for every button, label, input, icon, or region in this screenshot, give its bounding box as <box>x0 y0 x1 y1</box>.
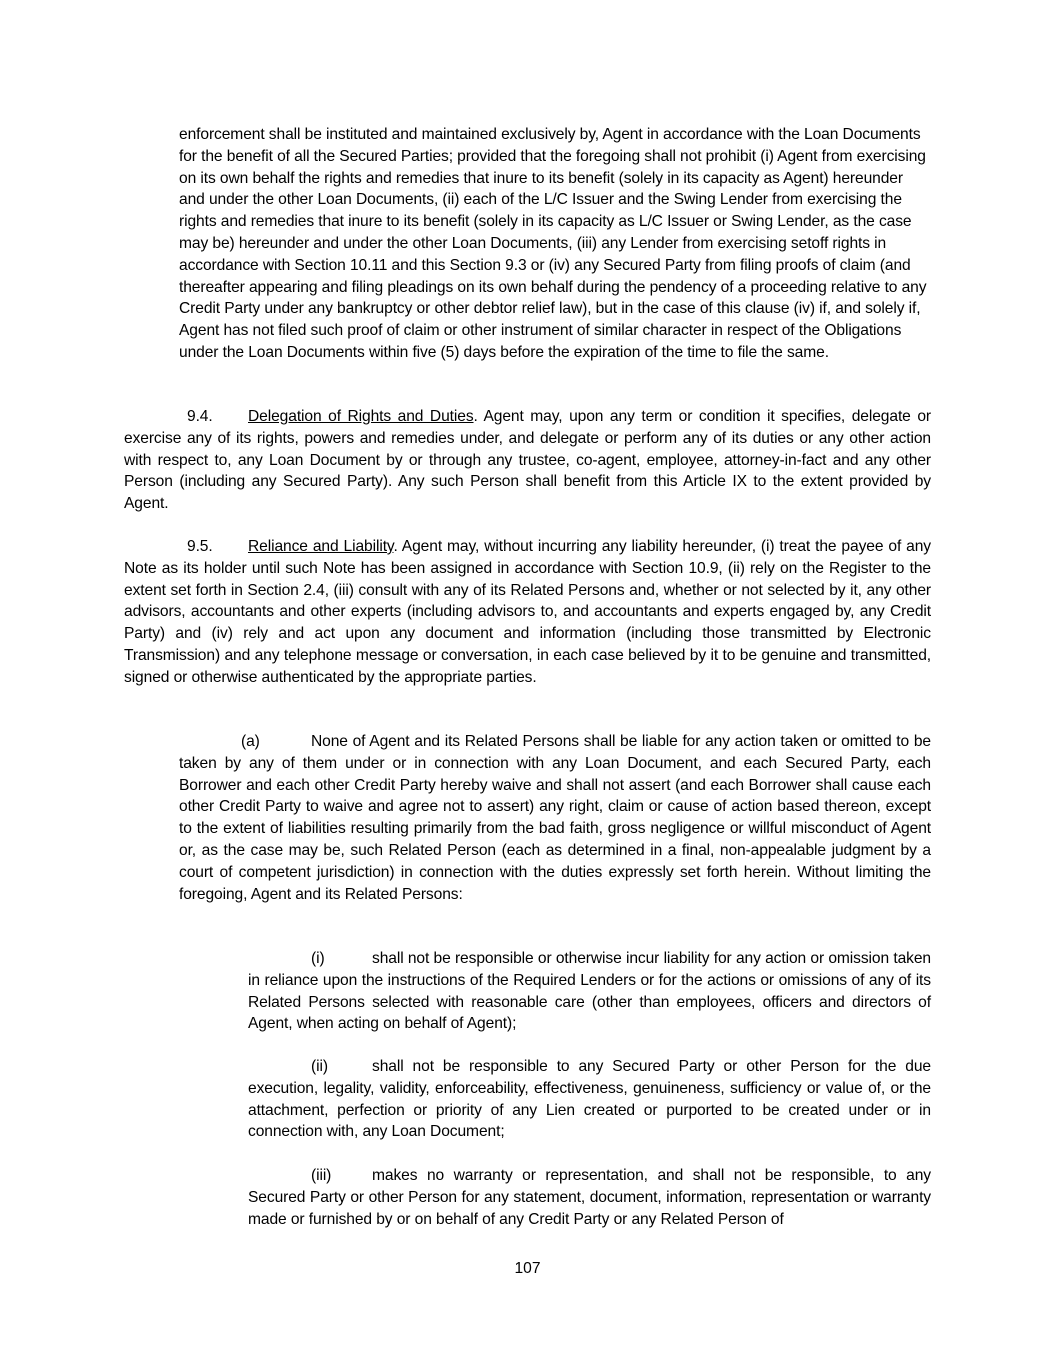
clause-ii-paragraph <box>248 1056 931 1143</box>
clause-i-paragraph <box>248 948 931 1035</box>
clause-number: (ii) <box>311 1058 328 1075</box>
clause-text: shall not be responsible to any Secured Party or other Person for the due execution, legality, validity, enforceability, effectiveness, genuineness, sufficiency or value of, or the attachment, perfection or priority of any Lien created or purported to be created under or in connection with, any Loan Document; <box>248 1058 931 1141</box>
section-text: Agent may, upon any term or condition it specifies, delegate or exercise any of its rights, powers and remedies under, and delegate or perform any of its duties or any other action with respect to, any Loan Document by or through any trustee, co-agent, employee, attorney-in-fact and any other Person (including any Secured Party). Any such Person shall benefit from this Article IX to the extent provided by Agent. <box>124 408 931 513</box>
section-heading: Reliance and Liability <box>248 538 394 555</box>
clause-text: shall not be responsible or otherwise incur liability for any action or omission taken in reliance upon the instructions of the Required Lenders or for the actions or omissions of any of its Related Persons selected with reasonable care (other than employees, officers and directors of Agent, when acting on behalf of Agent); <box>248 950 931 1033</box>
clause-number: (iii) <box>311 1167 332 1184</box>
clause-text: None of Agent and its Related Persons shall be liable for any action taken or omitted to be taken by any of them under or in connection with any Loan Document, and each Secured Party, each Borrower and each other Credit Party hereby waive and shall not assert (and each Borrower shall cause each other Credit Party to waive and agree not to assert) any right, claim or cause of action based thereon, except to the extent of liabilities resulting primarily from the bad faith, gross negligence or willful misconduct of Agent or, as the case may be, such Related Person (each as determined in a final, non-appealable judgment by a court of competent jurisdiction) in connection with the duties expressly set forth herein. Without limiting the foregoing, Agent and its Related Persons: <box>179 733 931 903</box>
section-number: 9.4. <box>187 408 213 425</box>
paragraph-continued <box>179 124 931 364</box>
section-9-5-paragraph <box>124 536 931 689</box>
section-heading-suffix: . <box>473 408 478 425</box>
clause-text: makes no warranty or representation, and shall not be responsible, to any Secured Party or other Person for any statement, document, information, representation or warranty made or furnished by or on behalf of any Credit Party or any Related Person of <box>248 1167 931 1228</box>
section-text: Agent may, without incurring any liability hereunder, (i) treat the payee of any Note as its holder until such Note has been assigned in accordance with Section 10.9, (ii) rely on the Register to the extent set forth in Section 2.4, (iii) consult with any of its Related Persons and, whether or not selected by it, any other advisors, accountants and other experts (including advisors to, and accountants and experts engaged by, any Credit Party) and (iv) rely and act upon any document and information (including those transmitted by Electronic Transmission) and any telephone message or conversation, in each case believed by it to be genuine and transmitted, signed or otherwise authenticated by the appropriate parties. <box>124 538 931 686</box>
paragraph-text: enforcement shall be instituted and maintained exclusively by, Agent in accordance with the Loan Documents for the benefit of all the Secured Parties; provided that the foregoing shall not prohibit (i) Agent from exercising on its own behalf the rights and remedies that inure to its benefit (solely in its capacity as Agent) hereunder and under the other Loan Documents, (ii) each of the L/C Issuer and the Swing Lender from exercising the rights and remedies that inure to its benefit (solely in its capacity as L/C Issuer or Swing Lender, as the case may be) hereunder and under the other Loan Documents, (iii) any Lender from exercising setoff rights in accordance with Section 10.11 and this Section 9.3 or (iv) any Secured Party from filing proofs of claim (and thereafter appearing and filing pleadings on its own behalf during the pendency of a proceeding relative to any Credit Party under any bankruptcy or other debtor relief law), but in the case of this clause (iv) if, and solely if, Agent has not filed such proof of claim or other instrument of similar character in respect of the Obligations under the Loan Documents within five (5) days before the expiration of the time to file the same. <box>179 126 927 361</box>
page-number: 107 <box>514 1260 541 1277</box>
clause-a-paragraph <box>179 731 931 905</box>
section-9-4-paragraph <box>124 406 931 515</box>
section-heading: Delegation of Rights and Duties <box>248 408 474 425</box>
clause-number: (a) <box>241 733 260 750</box>
section-heading-suffix: . <box>393 538 398 555</box>
clause-iii-paragraph <box>248 1165 931 1230</box>
clause-number: (i) <box>311 950 325 967</box>
section-number: 9.5. <box>187 538 213 555</box>
